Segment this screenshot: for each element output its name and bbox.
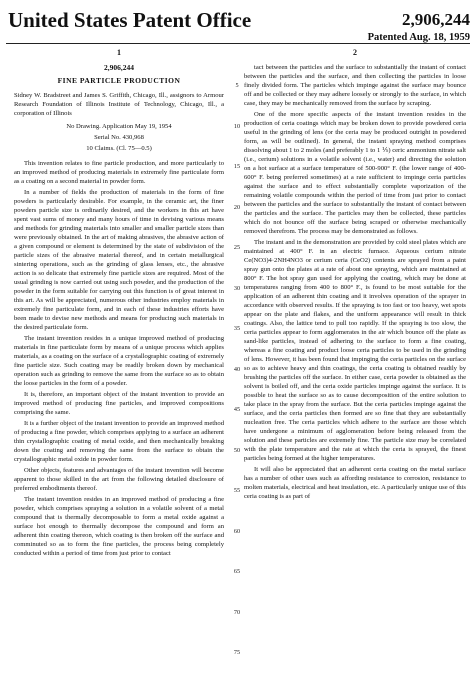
line-number: 55 — [233, 487, 241, 494]
paragraph: It will also be appreciated that an adherent ceria coating on the metal surface has a number of other uses such as affording resistance to corrosion, resistance to molten materials, electrical and heat insulation, etc. A particularly unique use of this ceria coating is as part of — [244, 466, 466, 500]
paragraph: The instant and in the demonstration are provided by cold steel plates which are maintained at 400° F. in an electric furnace. Aqueous cerium nitrate Ce(NO3)4·2NH4NO3 or cerium ceria (CeO2) contents are sprayed from a paint spray gun onto the plates at a rate of about one spraying, which are maintained at 800° F. The hot spray gun used for applying the coating, which may be done at temperatures ranging from 400 to 800° F., is found to be most suitable for the application of an adherent thin coating and it involves operation of the sprayer in accordance with observed results. If the spraying is too fast or too heavy, wet spots appear on the plate and flakes, and the uniform appearance will result in thick coatings. Also, the lattice tend to pull too rapidly. If the spraying is too slow, the ceria particles appear to form agglomerates in the air which bounce off the plate as sand-like particles, instead of adhering to the surface to form a fine coating, whereas a fine coating and product loose ceria particles to be used in the grinding of lens. However, it has been found that impinging the ceria particles on the surface so as to achieve heavy and thin coatings, the ceria coating is obtained readily by brushing the particles off the surface. In either case, ceria powder is obtained as the solvent is boiled off, and the ceria oxide particles impinge against the surface. It is possible to heat the surface so as to cause decomposition of the entire solution to take place in the spray from the surface. But the ceria particles impinge against the surface, and the ceria particles then formed are so fine that they are substantially nucleation free. The ceria particles which adhere to the surface are those which have undergone a minimum of agglomeration before being released from the solution and these particles are extremely fine. The particle size may be correlated with the plate temperature and the rate at which the ceria is sprayed, the finest particles being formed at the higher temperatures. — [244, 239, 466, 462]
paragraph: Other objects, features and advantages of the instant invention will become apparent to those skilled in the art from the following detailed disclosure of preferred embodiments thereof. — [14, 467, 224, 492]
patent-number: 2,906,244 — [402, 10, 470, 29]
paragraph: The instant invention resides in an improved method of producing a fine powder, which comprises spraying a solution in a volatile solvent of a metal compound that is thermally decomposable to form a metal oxide against a surface hot enough to thermally decompose the compound and form an adherent thin coating thereon, which coating is then broken off the surface and comminuted so as to form the fine particles, the process being completely conducted within a period of time from just prior to contact — [14, 496, 224, 557]
column-number-1: 1 — [117, 48, 121, 57]
serial-number: Serial No. 430,968 — [94, 134, 144, 141]
paragraph: It is, therefore, an important object of the instant invention to provide an improved method of producing fine particles, and improved compositions comprising the same. — [14, 391, 224, 416]
header-rule — [6, 43, 470, 44]
right-column — [244, 48, 466, 696]
line-number: 15 — [233, 163, 241, 170]
line-number: 35 — [233, 325, 241, 332]
line-number: 45 — [233, 406, 241, 413]
line-number: 40 — [233, 365, 241, 373]
line-number: 20 — [233, 203, 241, 211]
inventor-assignee: Sidney W. Bradstreet and James S. Griffith, Chicago, Ill., assignors to Armour Research Foundation of Illinois Institute of Technology, Chicago, Ill., a corporation of Illinois — [14, 92, 224, 117]
line-number: 10 — [233, 122, 241, 130]
application-info: No Drawing. Application May 19, 1954 — [66, 123, 172, 130]
paragraph: This invention relates to fine particle production, and more particularly to an improved method of producing materials in extremely fine particulate form as a coating on a second material in powder form. — [14, 160, 224, 185]
column-number-2: 2 — [353, 48, 357, 57]
paragraph: The instant invention resides in a unique improved method of producing materials in fine particulate form by means of a unique process which applies materials, as a coating on the surface of a crystallographic coating of extremely fine particle size. Such coating may be readily broken down by mechanical operation such as grinding to remove the same from the surface so as to obtain the loose particles in the form of a powder. — [14, 335, 224, 387]
line-number: 75 — [233, 649, 241, 656]
line-number: 70 — [233, 608, 241, 616]
line-number: 65 — [233, 568, 241, 575]
paragraph: tact between the particles and the surface to substantially the instant of contact between the particles and the surface, and then collecting the particles in loose finely divided form. The particles which impinge against the surface may bounce off and be collected or they may adhere loosely or strongly to the surface, in which case, they may be mechanically removed from the surface by scraping. — [244, 64, 466, 107]
left-column — [14, 48, 224, 696]
line-number: 25 — [233, 244, 241, 251]
patent-number-small: 2,906,244 — [104, 63, 134, 72]
line-number: 5 — [235, 82, 239, 89]
claims-info: 10 Claims. (Cl. 75—0.5) — [86, 145, 152, 152]
paragraph: One of the more specific aspects of the instant invention resides in the production of ceria coatings which may be broken down to provide powdered ceria useful in the grinding of lens (or the ceria may be produced outright in powdered form, as will be outlined). In general, the instant spraying method comprises dissolving about 1 to 2 moles (and preferably 1 to 1 ⅕) ceric ammonium nitrate salt (i.e., cerium) solutions in a volatile solvent (i.e., water) and directing the solution on a hot surface at a surface temperature of 500-900° F. (the lower range of 400-600° F. being preferred sometimes) at a rate sufficient to impinge ceria particles against the surface and to effect substantially complete vaporization of the remaining volatile compounds within the period of time from just prior to contact between the particles and the surface to substantially the instant of contact between the particles and the surface. The particles may then be collected, these particles which do not bounce off the surface being scraped or otherwise mechanically removed therefrom. The process may be demonstrated as follows. — [244, 111, 466, 235]
line-number: 30 — [233, 284, 241, 292]
header-right — [368, 10, 470, 43]
patent-title: FINE PARTICLE PRODUCTION — [57, 76, 181, 85]
office-title: United States Patent Office — [8, 8, 252, 32]
line-number: 60 — [233, 527, 241, 535]
patent-date: Patented Aug. 18, 1959 — [367, 32, 470, 43]
line-number: 50 — [233, 446, 241, 454]
paragraph: It is a further object of the instant invention to provide an improved method of producing a fine powder, which comprises applying to a surface an adherent thin crystallographic coating of metal oxide, and then mechanically breaking down the coating and removing the same from the surface to obtain the crystallographic metal oxide in powder form. — [14, 420, 224, 463]
paragraph: In a number of fields the production of materials in the form of fine powders is particularly desirable. For example, in the ceramic art, the finer powders particle size is ordinarily desired, and the workers in this art have spent vast sums of money and many hours of time in devising various means and methods for grinding materials into smaller and smaller particle sizes than were previously obtained. In the art of making abrasives, the abrasive action of a given compound or element is determined by the state of subdivision of the particle sizes of the abrasive material thereof, and in certain metallurgical sintering operations, such as the grinding of glass lenses, etc., the abrasive action is so delicate that extremely fine particle sizes are required. Most of the usual grinding is now carried out using such powder, and the production of the powder in the form suitable for carrying out this function is of great interest in this art. As will be appreciated, numerous other industries employ materials in extremely fine particulate form, and in each of these industries efforts have been made to devise new methods and means for producing such materials in the desired particulate form. — [14, 189, 224, 331]
